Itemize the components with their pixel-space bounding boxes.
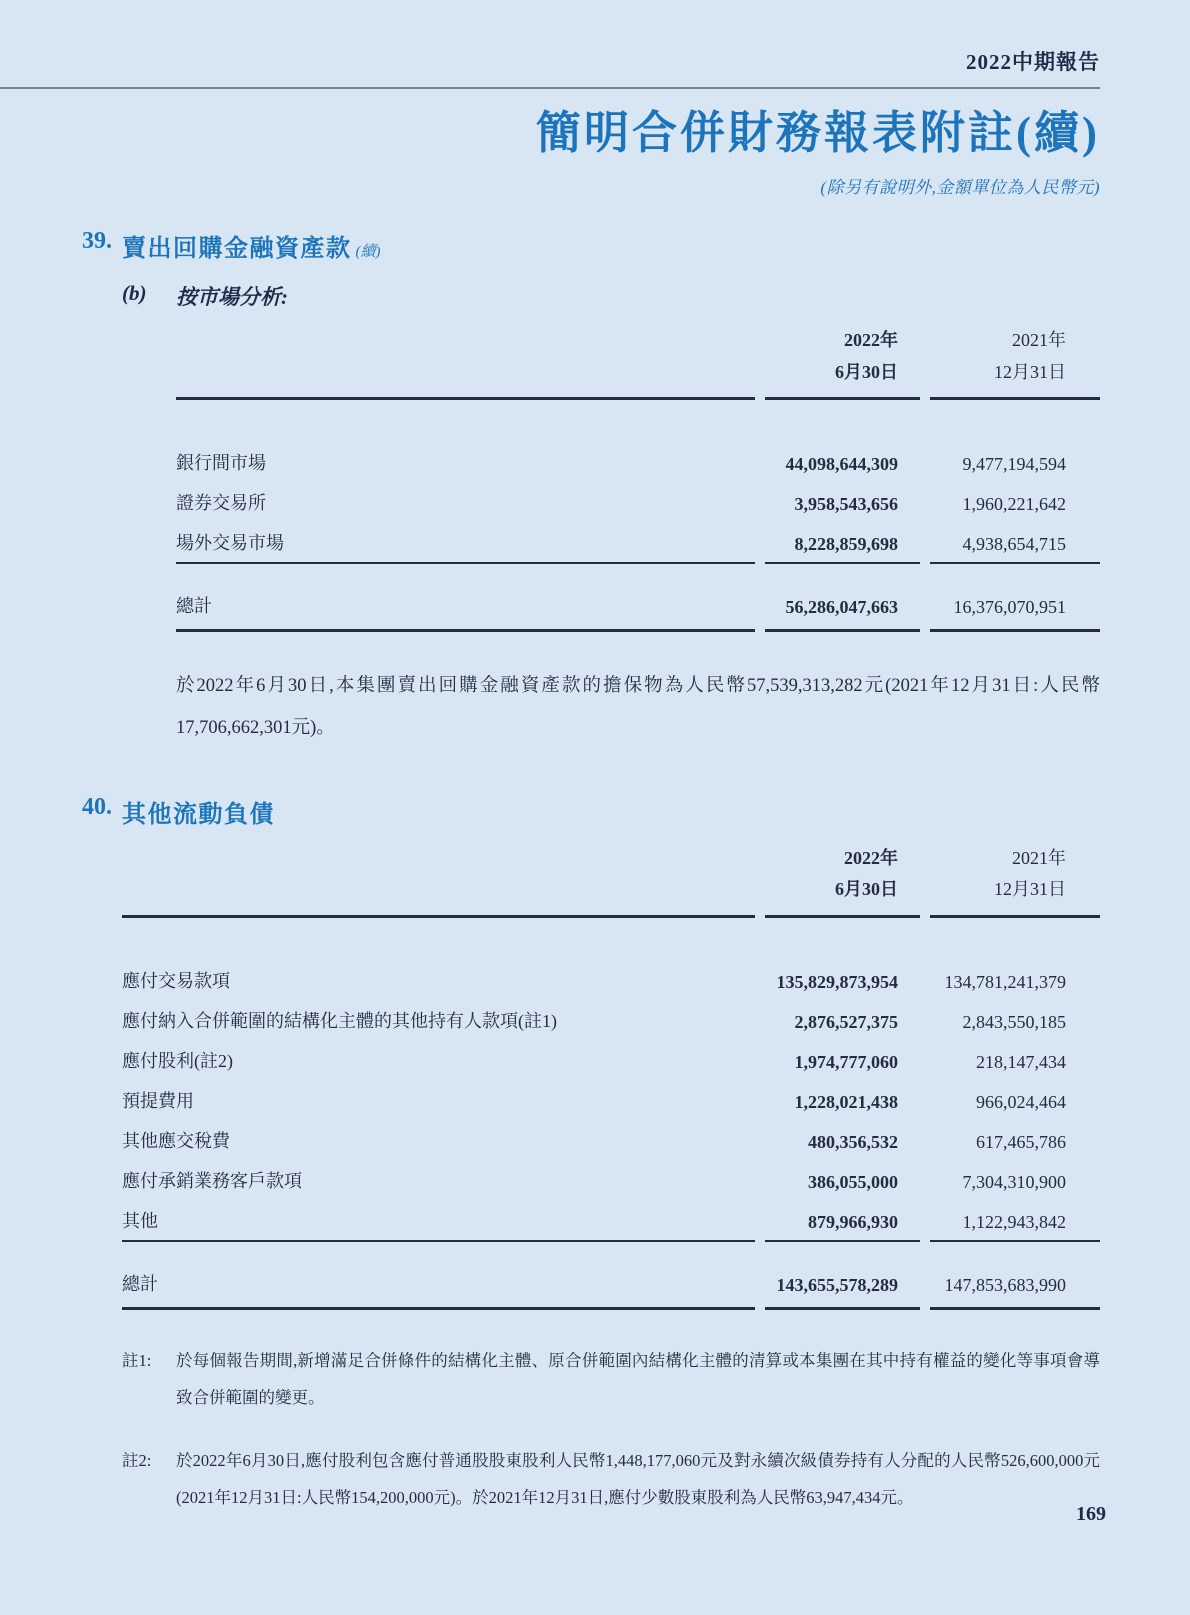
value-2022: 1,974,777,060 [794, 1051, 898, 1072]
table-spacer [122, 1242, 1100, 1264]
total-row [122, 1264, 1100, 1310]
header-date-2021: 12月31日 [994, 361, 1066, 382]
table-row [176, 522, 1100, 564]
section-40-number: 40. [82, 793, 112, 820]
value-2021: 4,938,654,715 [930, 522, 1100, 564]
table-row [122, 960, 1100, 1000]
footnotes [122, 1342, 1100, 1517]
header-year-2021: 2021年 [1012, 330, 1066, 351]
value-2021: 134,781,241,379 [944, 971, 1066, 992]
section-39 [82, 228, 1100, 749]
value-2022: 1,228,021,438 [794, 1091, 898, 1112]
footnote-1-label: 註1: [122, 1350, 152, 1370]
row-label: 其他應交稅費 [122, 1130, 230, 1151]
subsection-b [122, 281, 1100, 749]
row-label: 應付納入合併範圍的結構化主體的其他持有人款項(註1) [122, 1010, 557, 1031]
value-2022: 8,228,859,698 [765, 522, 920, 564]
table-row [122, 1160, 1100, 1200]
section-39-continued-label: (續) [355, 244, 381, 261]
total-value-2021: 16,376,070,951 [930, 586, 1100, 632]
total-value-2022: 56,286,047,663 [765, 586, 920, 632]
row-label: 證券交易所 [176, 493, 266, 514]
value-2022: 3,958,543,656 [794, 494, 898, 515]
page-subtitle: (除另有說明外,金額單位為人民幣元) [820, 178, 1100, 198]
value-2022: 386,055,000 [808, 1171, 898, 1192]
section-40-title: 其他流動負債 [122, 801, 275, 828]
row-label: 應付股利(註2) [122, 1050, 233, 1071]
table-row [122, 1040, 1100, 1080]
total-label: 總計 [176, 586, 755, 632]
value-2022: 44,098,644,309 [785, 454, 898, 475]
report-label: 2022中期報告 [966, 50, 1100, 74]
header-date-2022: 6月30日 [835, 879, 898, 899]
table-header-2021 [930, 325, 1100, 400]
table-row [122, 1000, 1100, 1040]
table-header-empty [122, 843, 755, 918]
footnote-2-text: 於2022年6月30日,應付股利包含應付普通股股東股利人民幣1,448,177,060元及對永續次級債券持有人分配的人民幣526,600,000元(2021年12月31日:人民幣154,200,000元)。於2021年12月31日,應付少數股東股利為人民幣63,947,434元。 [176, 1450, 1101, 1507]
secured-assets-paragraph: 於2022年6月30日,本集團賣出回購金融資產款的擔保物為人民幣57,539,313,282元(2021年12月31日:人民幣17,706,662,301元)。 [176, 676, 1100, 738]
total-value-2022: 143,655,578,289 [765, 1264, 920, 1310]
header-year-2022: 2022年 [844, 847, 898, 868]
header-rule [0, 87, 1100, 89]
table-header-row [176, 325, 1100, 400]
value-2021: 9,477,194,594 [962, 454, 1066, 475]
table-spacer [176, 564, 1100, 586]
value-2021: 966,024,464 [976, 1091, 1066, 1112]
total-label: 總計 [122, 1264, 755, 1310]
total-row [176, 586, 1100, 632]
subsection-b-title: 按市場分析: [176, 285, 288, 310]
value-2022: 879,966,930 [765, 1200, 920, 1242]
row-label: 銀行間市場 [176, 453, 266, 474]
table-header-2021 [930, 843, 1100, 918]
value-2021: 7,304,310,900 [962, 1171, 1066, 1192]
subsection-b-body [176, 281, 1100, 749]
section-40-body [122, 794, 1100, 1310]
section-39-title [122, 228, 1100, 263]
footnote-2 [122, 1442, 1100, 1516]
table-row [122, 1200, 1100, 1242]
value-2022: 135,829,873,954 [776, 971, 898, 992]
page-title: 簡明合併財務報表附註(續) [536, 108, 1100, 158]
table-row [122, 1120, 1100, 1160]
row-label: 應付交易款項 [122, 970, 230, 991]
footnote-1 [122, 1342, 1100, 1416]
value-2021: 1,122,943,842 [930, 1200, 1100, 1242]
value-2021: 617,465,786 [976, 1131, 1066, 1152]
value-2021: 2,843,550,185 [962, 1011, 1066, 1032]
table-row [176, 482, 1100, 522]
subsection-b-label: (b) [122, 281, 147, 306]
table-header-row [122, 843, 1100, 918]
footnote-1-text: 於每個報告期間,新增滿足合併條件的結構化主體、原合併範圍內結構化主體的清算或本集團在其中持有權益的變化等事項會導致合併範圍的變更。 [176, 1350, 1100, 1407]
table-spacer [122, 918, 1100, 960]
header-date-2022: 6月30日 [835, 361, 898, 382]
table-row [122, 1080, 1100, 1120]
table-header-empty [176, 325, 755, 400]
section-39-body [122, 228, 1100, 749]
row-label: 預提費用 [122, 1090, 194, 1111]
footnote-2-label: 註2: [122, 1450, 152, 1470]
total-value-2021: 147,853,683,990 [930, 1264, 1100, 1310]
header-year-2022: 2022年 [844, 330, 898, 351]
row-label: 應付承銷業務客戶款項 [122, 1170, 302, 1191]
value-2022: 480,356,532 [808, 1131, 898, 1152]
row-label: 場外交易市場 [176, 522, 755, 564]
value-2022: 2,876,527,375 [794, 1011, 898, 1032]
other-liabilities-table [112, 843, 1110, 1310]
table-header-2022 [765, 843, 920, 918]
header-year-2021: 2021年 [1012, 847, 1066, 868]
table-spacer [176, 400, 1100, 442]
value-2021: 1,960,221,642 [962, 494, 1066, 515]
page-number: 169 [1076, 1503, 1106, 1525]
section-39-number: 39. [82, 228, 112, 255]
header-date-2021: 12月31日 [994, 879, 1066, 899]
market-analysis-table [166, 325, 1110, 632]
section-39-title-text: 賣出回購金融資產款 [122, 236, 352, 263]
section-40 [82, 794, 1100, 1310]
row-label: 其他 [122, 1200, 755, 1242]
table-header-2022 [765, 325, 920, 400]
value-2021: 218,147,434 [976, 1051, 1066, 1072]
table-row [176, 442, 1100, 482]
